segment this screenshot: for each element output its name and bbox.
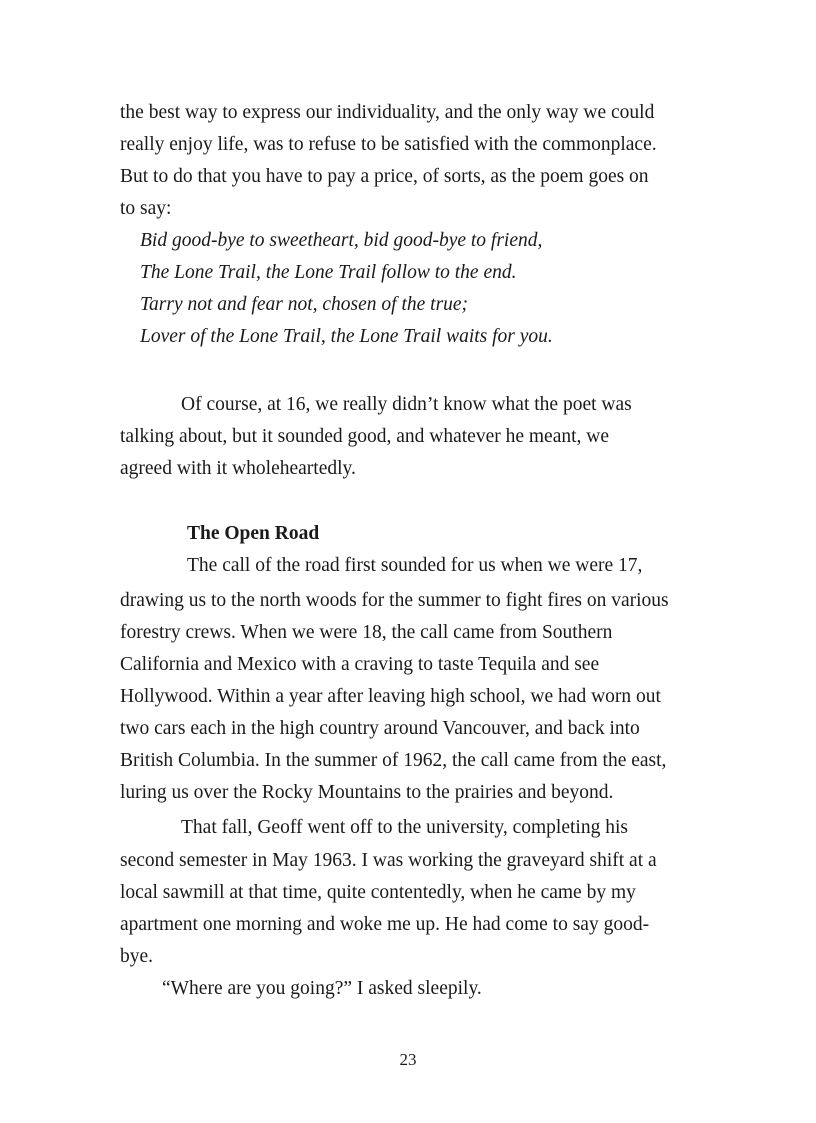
paragraph-line: forestry crews. When we were 18, the call came from Southern [120, 622, 613, 643]
paragraph-line: local sawmill at that time, quite contentedly, when he came by my [120, 882, 636, 903]
paragraph-line: “Where are you going?” I asked sleepily. [162, 978, 482, 999]
section-heading: The Open Road [187, 523, 320, 544]
verse-line: Tarry not and fear not, chosen of the true; [140, 294, 469, 315]
paragraph-line: talking about, but it sounded good, and whatever he meant, we [120, 426, 610, 447]
paragraph-line: bye. [120, 946, 154, 967]
paragraph-line: second semester in May 1963. I was working the graveyard shift at a [120, 850, 657, 871]
paragraph-line: That fall, Geoff went off to the university, completing his [181, 817, 628, 838]
paragraph-line: two cars each in the high country around Vancouver, and back into [120, 718, 640, 739]
paragraph-line: apartment one morning and woke me up. He had come to say good- [120, 914, 650, 935]
verse-line: Bid good-bye to sweetheart, bid good-bye to friend, [140, 230, 543, 251]
paragraph-line: California and Mexico with a craving to taste Tequila and see [120, 654, 600, 675]
paragraph-line: Of course, at 16, we really didn’t know what the poet was [181, 394, 632, 415]
verse-line: The Lone Trail, the Lone Trail follow to the end. [140, 262, 517, 283]
verse-line: Lover of the Lone Trail, the Lone Trail waits for you. [140, 326, 553, 347]
paragraph-line: really enjoy life, was to refuse to be satisfied with the commonplace. [120, 134, 657, 155]
paragraph-line: drawing us to the north woods for the summer to fight fires on various [120, 590, 669, 611]
paragraph-line: agreed with it wholeheartedly. [120, 458, 356, 479]
paragraph-line: But to do that you have to pay a price, of sorts, as the poem goes on [120, 166, 649, 187]
paragraph-line: to say: [120, 198, 172, 219]
paragraph-line: luring us over the Rocky Mountains to the prairies and beyond. [120, 782, 614, 803]
paragraph-line: British Columbia. In the summer of 1962, the call came from the east, [120, 750, 667, 771]
paragraph-line: The call of the road first sounded for us when we were 17, [187, 555, 643, 576]
page-number: 23 [399, 1050, 417, 1069]
paragraph-line: Hollywood. Within a year after leaving high school, we had worn out [120, 686, 661, 707]
paragraph-line: the best way to express our individuality, and the only way we could [120, 102, 655, 123]
